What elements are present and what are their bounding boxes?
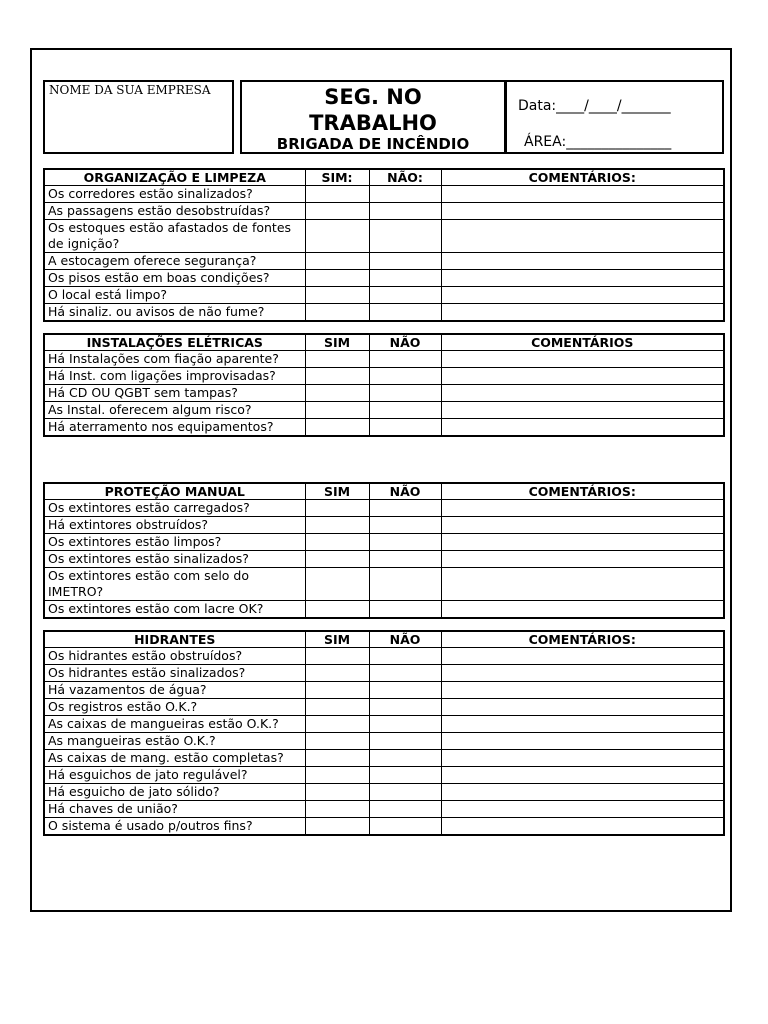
answer-no-cell[interactable] bbox=[369, 699, 441, 716]
comment-cell[interactable] bbox=[441, 750, 724, 767]
comment-cell[interactable] bbox=[441, 733, 724, 750]
question-text: Há chaves de união? bbox=[44, 801, 305, 818]
comment-cell[interactable] bbox=[441, 186, 724, 203]
checklist-row bbox=[44, 534, 724, 551]
answer-yes-cell[interactable] bbox=[305, 699, 369, 716]
checklist-row bbox=[44, 784, 724, 801]
section-title: PROTEÇÃO MANUAL bbox=[44, 483, 305, 500]
question-text: Há esguicho de jato sólido? bbox=[44, 784, 305, 801]
checklist-hidrantes bbox=[43, 630, 725, 836]
answer-no-cell[interactable] bbox=[369, 419, 441, 437]
section-title: HIDRANTES bbox=[44, 631, 305, 648]
question-text: O local está limpo? bbox=[44, 287, 305, 304]
date-area-box bbox=[505, 80, 724, 154]
checklist-instalacoes-eletricas bbox=[43, 333, 725, 437]
question-text: Os estoques estão afastados de fontes de ignição? bbox=[44, 220, 305, 253]
answer-yes-cell[interactable] bbox=[305, 682, 369, 699]
checklist-row bbox=[44, 220, 724, 253]
section-header-row bbox=[44, 631, 724, 648]
question-text: As mangueiras estão O.K.? bbox=[44, 733, 305, 750]
answer-no-cell[interactable] bbox=[369, 270, 441, 287]
checklist-row bbox=[44, 517, 724, 534]
answer-yes-cell[interactable] bbox=[305, 716, 369, 733]
question-text: Há Inst. com ligações improvisadas? bbox=[44, 368, 305, 385]
question-text: Há sinaliz. ou avisos de não fume? bbox=[44, 304, 305, 322]
question-text: Os extintores estão com lacre OK? bbox=[44, 601, 305, 619]
answer-yes-cell[interactable] bbox=[305, 270, 369, 287]
answer-yes-cell[interactable] bbox=[305, 500, 369, 517]
answer-no-cell[interactable] bbox=[369, 186, 441, 203]
answer-no-cell[interactable] bbox=[369, 402, 441, 419]
question-text: As caixas de mang. estão completas? bbox=[44, 750, 305, 767]
section-title: ORGANIZAÇÃO E LIMPEZA bbox=[44, 169, 305, 186]
checklist-row bbox=[44, 767, 724, 784]
answer-no-cell[interactable] bbox=[369, 784, 441, 801]
question-text: Os hidrantes estão obstruídos? bbox=[44, 648, 305, 665]
answer-no-cell[interactable] bbox=[369, 818, 441, 836]
question-text: A estocagem oferece segurança? bbox=[44, 253, 305, 270]
checklist-row bbox=[44, 716, 724, 733]
comment-cell[interactable] bbox=[441, 419, 724, 437]
answer-yes-cell[interactable] bbox=[305, 665, 369, 682]
comment-cell[interactable] bbox=[441, 568, 724, 601]
checklist-row bbox=[44, 287, 724, 304]
section-header-row bbox=[44, 169, 724, 186]
answer-no-cell[interactable] bbox=[369, 351, 441, 368]
checklist-row bbox=[44, 351, 724, 368]
comment-cell[interactable] bbox=[441, 818, 724, 836]
answer-yes-cell[interactable] bbox=[305, 287, 369, 304]
checklist-row bbox=[44, 568, 724, 601]
answer-no-cell[interactable] bbox=[369, 253, 441, 270]
answer-yes-cell[interactable] bbox=[305, 767, 369, 784]
checklist-row bbox=[44, 682, 724, 699]
col-header-yes: SIM: bbox=[305, 169, 369, 186]
answer-yes-cell[interactable] bbox=[305, 203, 369, 220]
comment-cell[interactable] bbox=[441, 648, 724, 665]
answer-yes-cell[interactable] bbox=[305, 517, 369, 534]
answer-no-cell[interactable] bbox=[369, 601, 441, 619]
answer-yes-cell[interactable] bbox=[305, 402, 369, 419]
answer-no-cell[interactable] bbox=[369, 220, 441, 253]
answer-no-cell[interactable] bbox=[369, 517, 441, 534]
answer-yes-cell[interactable] bbox=[305, 534, 369, 551]
answer-no-cell[interactable] bbox=[369, 648, 441, 665]
col-header-no: NÃO bbox=[369, 334, 441, 351]
comment-cell[interactable] bbox=[441, 351, 724, 368]
question-text: As caixas de mangueiras estão O.K.? bbox=[44, 716, 305, 733]
comment-cell[interactable] bbox=[441, 767, 724, 784]
date-field[interactable]: Data:____/____/_______ bbox=[518, 98, 671, 114]
comment-cell[interactable] bbox=[441, 500, 724, 517]
comment-cell[interactable] bbox=[441, 304, 724, 322]
answer-yes-cell[interactable] bbox=[305, 568, 369, 601]
comment-cell[interactable] bbox=[441, 801, 724, 818]
checklist-row bbox=[44, 385, 724, 402]
answer-no-cell[interactable] bbox=[369, 801, 441, 818]
answer-yes-cell[interactable] bbox=[305, 601, 369, 619]
question-text: Os extintores estão limpos? bbox=[44, 534, 305, 551]
comment-cell[interactable] bbox=[441, 601, 724, 619]
answer-yes-cell[interactable] bbox=[305, 253, 369, 270]
checklist-row bbox=[44, 801, 724, 818]
checklist-row bbox=[44, 304, 724, 322]
comment-cell[interactable] bbox=[441, 784, 724, 801]
section-header-row bbox=[44, 334, 724, 351]
answer-no-cell[interactable] bbox=[369, 767, 441, 784]
answer-yes-cell[interactable] bbox=[305, 551, 369, 568]
answer-yes-cell[interactable] bbox=[305, 733, 369, 750]
checklist-row bbox=[44, 818, 724, 836]
answer-no-cell[interactable] bbox=[369, 500, 441, 517]
checklist-row bbox=[44, 733, 724, 750]
col-header-comments: COMENTÁRIOS bbox=[441, 334, 724, 351]
comment-cell[interactable] bbox=[441, 402, 724, 419]
question-text: Os registros estão O.K.? bbox=[44, 699, 305, 716]
checklist-row bbox=[44, 665, 724, 682]
comment-cell[interactable] bbox=[441, 699, 724, 716]
question-text: Há vazamentos de água? bbox=[44, 682, 305, 699]
comment-cell[interactable] bbox=[441, 716, 724, 733]
question-text: Os extintores estão com selo do IMETRO? bbox=[44, 568, 305, 601]
company-name-box[interactable] bbox=[43, 80, 234, 154]
question-text: As Instal. oferecem algum risco? bbox=[44, 402, 305, 419]
checklist-row bbox=[44, 402, 724, 419]
answer-no-cell[interactable] bbox=[369, 304, 441, 322]
comment-cell[interactable] bbox=[441, 253, 724, 270]
answer-yes-cell[interactable] bbox=[305, 220, 369, 253]
col-header-comments: COMENTÁRIOS: bbox=[441, 169, 724, 186]
checklist-row bbox=[44, 750, 724, 767]
question-text: Os pisos estão em boas condições? bbox=[44, 270, 305, 287]
answer-yes-cell[interactable] bbox=[305, 818, 369, 836]
comment-cell[interactable] bbox=[441, 368, 724, 385]
answer-no-cell[interactable] bbox=[369, 682, 441, 699]
question-text: Os extintores estão sinalizados? bbox=[44, 551, 305, 568]
checklist-row bbox=[44, 648, 724, 665]
checklist-row bbox=[44, 601, 724, 619]
checklist-row bbox=[44, 203, 724, 220]
col-header-comments: COMENTÁRIOS: bbox=[441, 483, 724, 500]
comment-cell[interactable] bbox=[441, 517, 724, 534]
answer-yes-cell[interactable] bbox=[305, 351, 369, 368]
answer-no-cell[interactable] bbox=[369, 203, 441, 220]
checklist-row bbox=[44, 270, 724, 287]
answer-no-cell[interactable] bbox=[369, 368, 441, 385]
comment-cell[interactable] bbox=[441, 551, 724, 568]
checklist-row bbox=[44, 419, 724, 437]
answer-yes-cell[interactable] bbox=[305, 186, 369, 203]
col-header-no: NÃO: bbox=[369, 169, 441, 186]
answer-yes-cell[interactable] bbox=[305, 304, 369, 322]
area-field[interactable]: ÁREA:_______________ bbox=[524, 134, 672, 150]
question-text: O sistema é usado p/outros fins? bbox=[44, 818, 305, 836]
section-title: INSTALAÇÕES ELÉTRICAS bbox=[44, 334, 305, 351]
checklist-row bbox=[44, 551, 724, 568]
form-title: SEG. NO TRABALHO bbox=[309, 85, 437, 135]
question-text: As passagens estão desobstruídas? bbox=[44, 203, 305, 220]
comment-cell[interactable] bbox=[441, 287, 724, 304]
answer-no-cell[interactable] bbox=[369, 568, 441, 601]
answer-yes-cell[interactable] bbox=[305, 385, 369, 402]
checklist-protecao-manual bbox=[43, 482, 725, 619]
checklist-row bbox=[44, 253, 724, 270]
checklist-row bbox=[44, 186, 724, 203]
answer-yes-cell[interactable] bbox=[305, 368, 369, 385]
question-text: Há esguichos de jato regulável? bbox=[44, 767, 305, 784]
comment-cell[interactable] bbox=[441, 665, 724, 682]
answer-yes-cell[interactable] bbox=[305, 801, 369, 818]
checklist-row bbox=[44, 368, 724, 385]
answer-yes-cell[interactable] bbox=[305, 750, 369, 767]
col-header-comments: COMENTÁRIOS: bbox=[441, 631, 724, 648]
form-subtitle: BRIGADA DE INCÊNDIO bbox=[276, 135, 470, 153]
checklist-row bbox=[44, 500, 724, 517]
question-text: Há CD OU QGBT sem tampas? bbox=[44, 385, 305, 402]
comment-cell[interactable] bbox=[441, 270, 724, 287]
answer-no-cell[interactable] bbox=[369, 385, 441, 402]
col-header-yes: SIM bbox=[305, 334, 369, 351]
answer-no-cell[interactable] bbox=[369, 750, 441, 767]
question-text: Há Instalações com fiação aparente? bbox=[44, 351, 305, 368]
question-text: Os hidrantes estão sinalizados? bbox=[44, 665, 305, 682]
answer-no-cell[interactable] bbox=[369, 733, 441, 750]
col-header-yes: SIM bbox=[305, 483, 369, 500]
company-name-placeholder: NOME DA SUA EMPRESA bbox=[49, 83, 211, 97]
comment-cell[interactable] bbox=[441, 534, 724, 551]
comment-cell[interactable] bbox=[441, 682, 724, 699]
question-text: Os extintores estão carregados? bbox=[44, 500, 305, 517]
col-header-no: NÃO bbox=[369, 631, 441, 648]
comment-cell[interactable] bbox=[441, 385, 724, 402]
answer-yes-cell[interactable] bbox=[305, 648, 369, 665]
comment-cell[interactable] bbox=[441, 220, 724, 253]
answer-no-cell[interactable] bbox=[369, 665, 441, 682]
answer-no-cell[interactable] bbox=[369, 551, 441, 568]
answer-no-cell[interactable] bbox=[369, 534, 441, 551]
question-text: Há aterramento nos equipamentos? bbox=[44, 419, 305, 437]
answer-no-cell[interactable] bbox=[369, 716, 441, 733]
answer-no-cell[interactable] bbox=[369, 287, 441, 304]
checklist-row bbox=[44, 699, 724, 716]
comment-cell[interactable] bbox=[441, 203, 724, 220]
section-header-row bbox=[44, 483, 724, 500]
question-text: Os corredores estão sinalizados? bbox=[44, 186, 305, 203]
question-text: Há extintores obstruídos? bbox=[44, 517, 305, 534]
answer-yes-cell[interactable] bbox=[305, 784, 369, 801]
answer-yes-cell[interactable] bbox=[305, 419, 369, 437]
col-header-no: NÃO bbox=[369, 483, 441, 500]
checklist-organizacao-limpeza bbox=[43, 168, 725, 322]
col-header-yes: SIM bbox=[305, 631, 369, 648]
title-box bbox=[240, 80, 506, 154]
